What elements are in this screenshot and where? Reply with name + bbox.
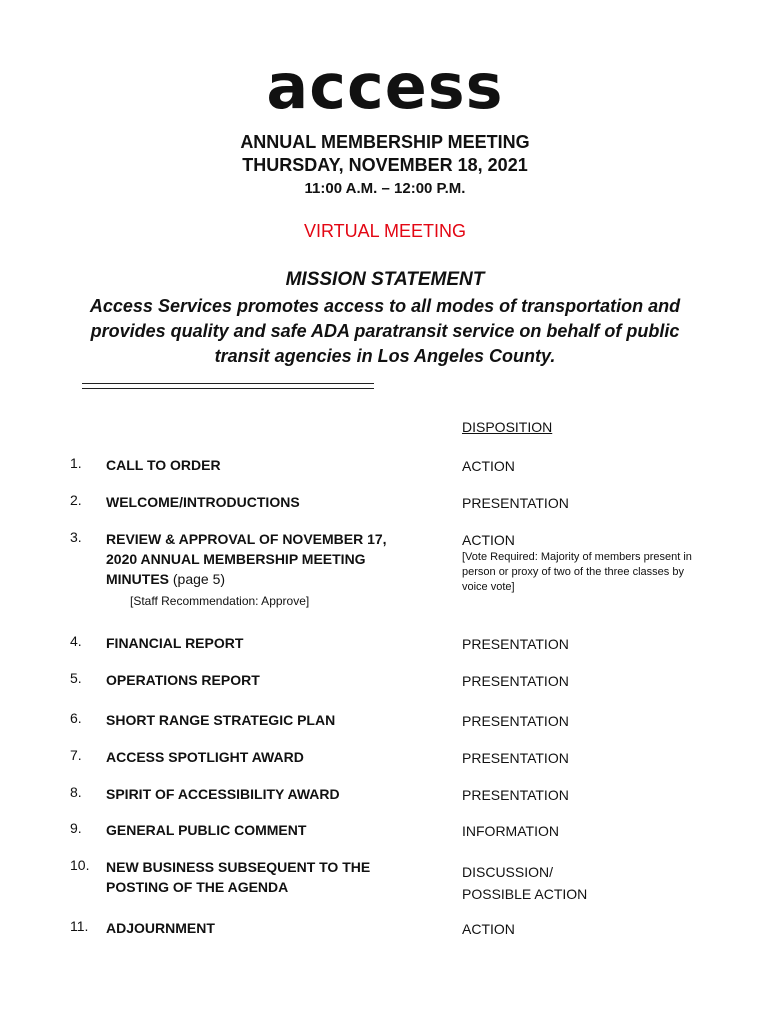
item-number: 10. — [70, 857, 90, 873]
divider-rule — [82, 383, 374, 384]
item-disposition: ACTION — [462, 458, 515, 474]
divider-rule — [82, 388, 374, 389]
meeting-title: ANNUAL MEMBERSHIP MEETING — [240, 132, 530, 152]
item-disposition: ACTION — [462, 532, 515, 548]
item-number: 4. — [70, 633, 82, 649]
meeting-type: VIRTUAL MEETING — [303, 221, 467, 241]
item-disposition: PRESENTATION — [462, 713, 569, 729]
item-disposition: PRESENTATION — [462, 787, 569, 803]
item-number: 3. — [70, 529, 82, 545]
disposition-header: DISPOSITION — [462, 419, 553, 435]
item-label: ADJOURNMENT — [106, 920, 215, 936]
item-number: 8. — [70, 784, 82, 800]
item-label: REVIEW & APPROVAL OF NOVEMBER 17, 2020 ANNUAL MEMBERSHIP MEETING MINUTES — [106, 531, 387, 587]
item-disposition: DISCUSSION/ POSSIBLE ACTION — [462, 864, 588, 902]
mission-statement: Access Services promotes access to all modes of transportation and provides quality and safe ADA paratransit service on behalf of public transit agencies in Los Angeles County. — [89, 296, 681, 366]
item-label: NEW BUSINESS SUBSEQUENT TO THE POSTING OF THE AGENDA — [106, 859, 371, 895]
item-number: 1. — [70, 455, 82, 471]
item-label: WELCOME/INTRODUCTIONS — [106, 494, 300, 510]
item-number: 11. — [70, 918, 89, 934]
item-disposition: PRESENTATION — [462, 495, 569, 511]
item-disposition: PRESENTATION — [462, 750, 569, 766]
item-number: 7. — [70, 747, 82, 763]
item-label: SHORT RANGE STRATEGIC PLAN — [106, 712, 336, 728]
item-label: ACCESS SPOTLIGHT AWARD — [106, 749, 304, 765]
item-label-block — [106, 529, 416, 589]
meeting-date: THURSDAY, NOVEMBER 18, 2021 — [242, 155, 528, 175]
item-label: SPIRIT OF ACCESSIBILITY AWARD — [106, 786, 340, 802]
item-label: OPERATIONS REPORT — [106, 672, 260, 688]
item-disposition: ACTION — [462, 921, 515, 937]
item-page-ref: (page 5) — [172, 571, 226, 587]
item-label: GENERAL PUBLIC COMMENT — [106, 822, 307, 838]
mission-heading: MISSION STATEMENT — [285, 269, 485, 290]
access-logo: access — [266, 50, 504, 123]
item-label: FINANCIAL REPORT — [106, 635, 244, 651]
item-number: 9. — [70, 820, 82, 836]
item-label: CALL TO ORDER — [106, 457, 221, 473]
item-number: 5. — [70, 670, 82, 686]
item-number: 2. — [70, 492, 82, 508]
item-disposition: PRESENTATION — [462, 673, 569, 689]
meeting-time: 11:00 A.M. – 12:00 P.M. — [304, 180, 466, 197]
staff-recommendation: [Staff Recommendation: Approve] — [130, 594, 310, 608]
item-number: 6. — [70, 710, 82, 726]
item-disposition: INFORMATION — [462, 823, 559, 839]
vote-note: [Vote Required: Majority of members present in person or proxy of two of the three classes by voice vote] — [462, 551, 692, 593]
item-disposition: PRESENTATION — [462, 636, 569, 652]
